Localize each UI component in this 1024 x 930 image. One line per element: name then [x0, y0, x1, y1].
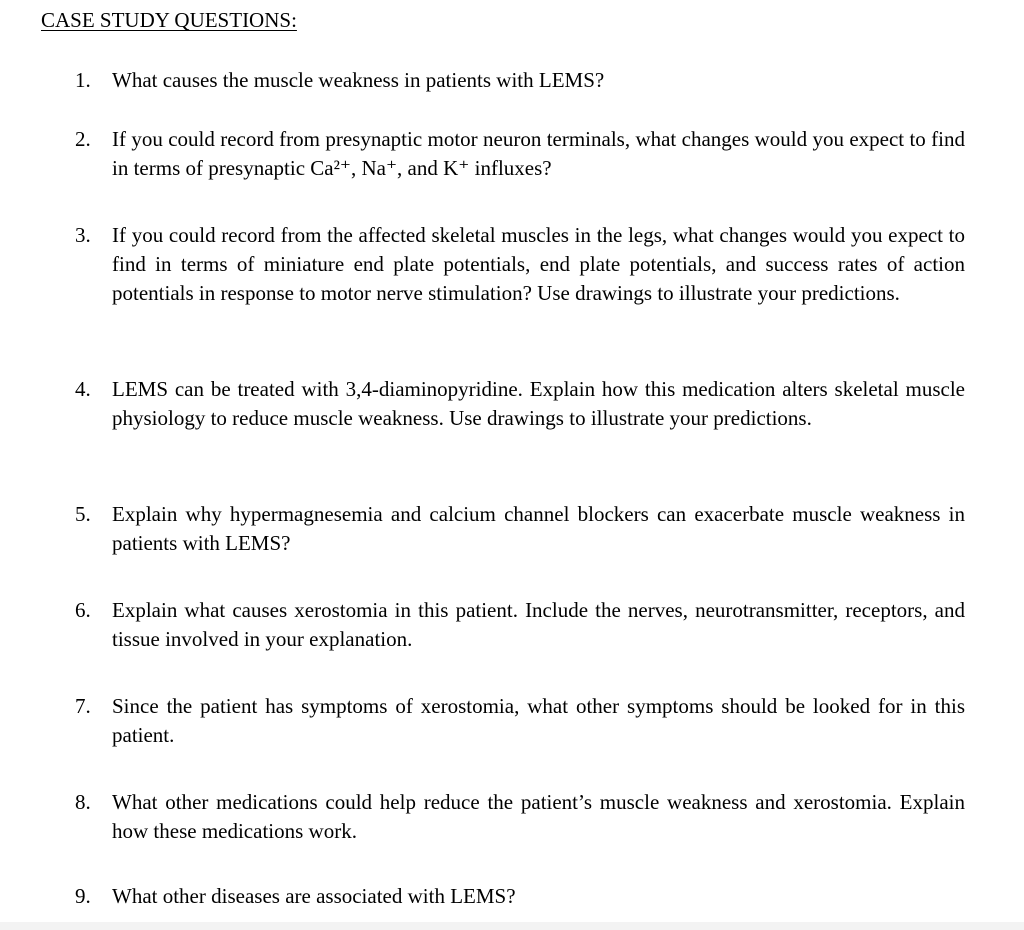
question-text: Explain what causes xerostomia in this patient. Include the nerves, neurotransmitter, receptors, and tissue involved in your explanation.	[112, 598, 965, 651]
question-text: Since the patient has symptoms of xerostomia, what other symptoms should be looked for in this patient.	[112, 694, 965, 747]
question-item	[75, 125, 965, 183]
question-text: If you could record from the affected skeletal muscles in the legs, what changes would you expect to find in terms of miniature end plate potentials, end plate potentials, and success rates of action potentials in response to motor nerve stimulation? Use drawings to illustrate your predictions.	[112, 223, 965, 305]
question-number: 7.	[75, 694, 91, 718]
question-item	[75, 692, 965, 750]
page-bottom-edge	[0, 922, 1024, 930]
question-number: 8.	[75, 790, 91, 814]
question-item	[75, 500, 965, 558]
question-text: LEMS can be treated with 3,4-diaminopyridine. Explain how this medication alters skeletal muscle physiology to reduce muscle weakness. Use drawings to illustrate your predictions.	[112, 377, 965, 430]
question-number: 1.	[75, 68, 91, 92]
question-item	[75, 221, 965, 308]
question-number: 6.	[75, 598, 91, 622]
question-number: 9.	[75, 884, 91, 908]
question-text: What other medications could help reduce the patient’s muscle weakness and xerostomia. Explain how these medications work.	[112, 790, 965, 843]
question-item	[75, 788, 965, 846]
question-number: 2.	[75, 127, 91, 151]
question-item	[75, 596, 965, 654]
question-text: If you could record from presynaptic motor neuron terminals, what changes would you expect to find in terms of presynaptic Ca²⁺, Na⁺, and K⁺ influxes?	[112, 127, 965, 180]
question-number: 5.	[75, 502, 91, 526]
question-text: What other diseases are associated with LEMS?	[112, 884, 516, 908]
question-item	[75, 882, 965, 911]
question-text: Explain why hypermagnesemia and calcium channel blockers can exacerbate muscle weakness in patients with LEMS?	[112, 502, 965, 555]
question-item	[75, 66, 965, 95]
question-number: 3.	[75, 223, 91, 247]
question-number: 4.	[75, 377, 91, 401]
page-title: CASE STUDY QUESTIONS:	[41, 8, 297, 32]
question-item	[75, 375, 965, 433]
question-text: What causes the muscle weakness in patients with LEMS?	[112, 68, 605, 92]
